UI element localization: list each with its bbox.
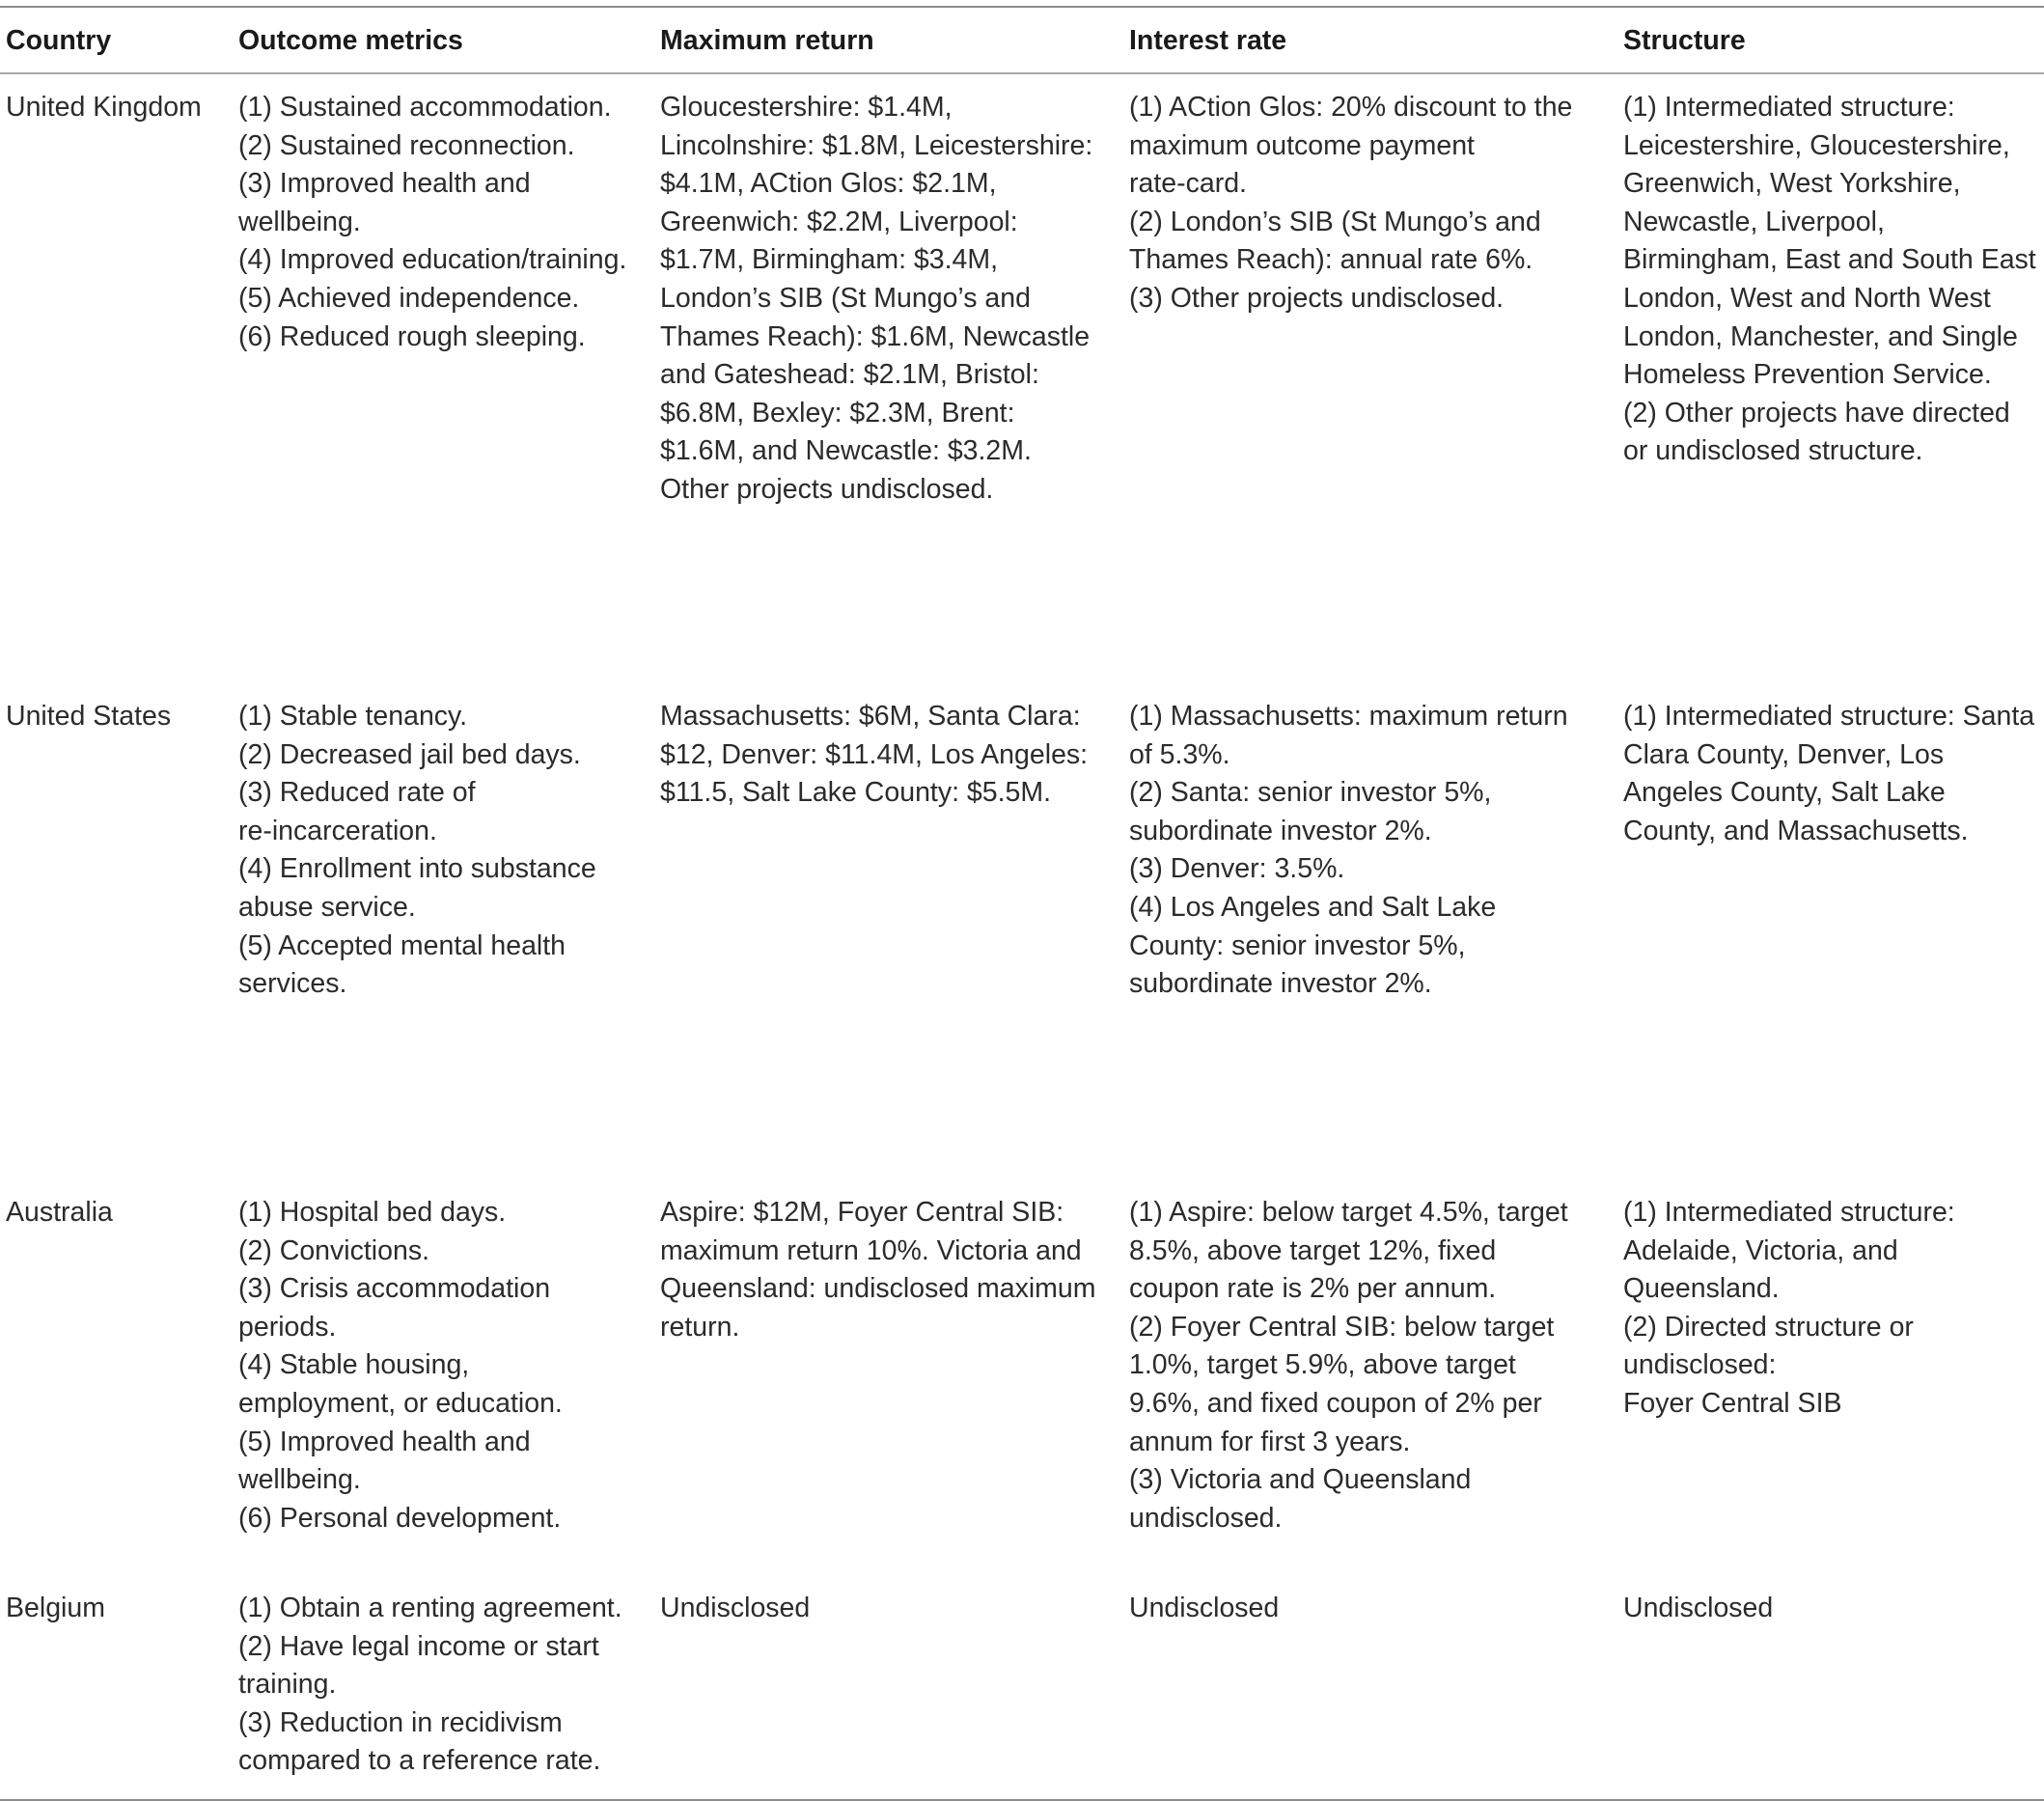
cell-outcome-metrics bbox=[238, 1590, 622, 1781]
cell-line: (5) Achieved independence. bbox=[238, 282, 580, 314]
cell-line: $12, Denver: $11.4M, Los Angeles: bbox=[660, 738, 1089, 770]
cell-line: United States bbox=[6, 701, 172, 732]
cell-interest-rate bbox=[1129, 89, 1572, 319]
cell-line: wellbeing. bbox=[238, 206, 361, 237]
cell-line: (1) Sustained accommodation. bbox=[238, 92, 612, 123]
cell-line: 1.0%, target 5.9%, above target bbox=[1129, 1349, 1516, 1381]
cell-line: (2) Foyer Central SIB: below target bbox=[1129, 1311, 1555, 1343]
cell-line: Thames Reach): annual rate 6%. bbox=[1129, 244, 1533, 276]
cell-line: wellbeing. bbox=[238, 1464, 361, 1496]
cell-line: (5) Accepted mental health bbox=[238, 929, 566, 961]
cell-line: Undisclosed bbox=[1129, 1593, 1280, 1623]
cell-line: Greenwich, West Yorkshire, bbox=[1623, 168, 1961, 200]
cell-line: (4) Improved education/training. bbox=[238, 244, 627, 276]
cell-line: (2) Santa: senior investor 5%, bbox=[1129, 777, 1492, 809]
header-interest-rate: Interest rate bbox=[1129, 25, 1287, 56]
cell-line: re-incarceration. bbox=[238, 815, 437, 846]
cell-line: (5) Improved health and bbox=[238, 1426, 531, 1457]
cell-interest-rate bbox=[1129, 1194, 1568, 1538]
cell-line: (3) Denver: 3.5%. bbox=[1129, 853, 1345, 885]
cell-line: maximum return 10%. Victoria and bbox=[660, 1234, 1082, 1266]
cell-line: (3) Improved health and bbox=[238, 168, 531, 200]
cell-structure bbox=[1623, 89, 2036, 471]
cell-line: London’s SIB (St Mungo’s and bbox=[660, 282, 1031, 314]
cell-line: Foyer Central SIB bbox=[1623, 1387, 1842, 1419]
cell-line: of 5.3%. bbox=[1129, 738, 1230, 770]
cell-line: Massachusetts: $6M, Santa Clara: bbox=[660, 701, 1081, 732]
cell-line: coupon rate is 2% per annum. bbox=[1129, 1273, 1497, 1305]
cell-line: 9.6%, and fixed coupon of 2% per bbox=[1129, 1387, 1542, 1419]
cell-line: Aspire: $12M, Foyer Central SIB: bbox=[660, 1197, 1064, 1228]
data-table bbox=[0, 6, 2044, 1800]
cell-line: (2) Sustained reconnection. bbox=[238, 129, 575, 161]
cell-line: Queensland: undisclosed maximum bbox=[660, 1273, 1096, 1305]
cell-line: Other projects undisclosed. bbox=[660, 473, 994, 505]
cell-maximum-return bbox=[660, 89, 1092, 510]
cell-line: $1.6M, and Newcastle: $3.2M. bbox=[660, 435, 1032, 467]
cell-line: training. bbox=[238, 1669, 337, 1701]
cell-line: Adelaide, Victoria, and bbox=[1623, 1234, 1898, 1266]
cell-line: (6) Reduced rough sleeping. bbox=[238, 320, 586, 352]
cell-line: (1) Intermediated structure: bbox=[1623, 92, 1955, 123]
cell-country bbox=[6, 89, 202, 127]
header-maximum-return: Maximum return bbox=[660, 25, 874, 56]
cell-line: (1) Hospital bed days. bbox=[238, 1197, 507, 1228]
cell-line: $11.5, Salt Lake County: $5.5M. bbox=[660, 777, 1052, 809]
cell-line: (3) Reduced rate of bbox=[238, 777, 476, 809]
header-rule bbox=[0, 72, 2044, 74]
cell-line: (4) Enrollment into substance bbox=[238, 853, 596, 885]
cell-line: (1) Intermediated structure: Santa bbox=[1623, 701, 2035, 732]
cell-structure bbox=[1623, 1194, 1955, 1424]
cell-line: (3) Reduction in recidivism bbox=[238, 1706, 563, 1738]
cell-line: maximum outcome payment bbox=[1129, 129, 1475, 161]
cell-line: $1.7M, Birmingham: $3.4M, bbox=[660, 244, 999, 276]
cell-structure bbox=[1623, 698, 2034, 850]
cell-line: undisclosed: bbox=[1623, 1349, 1777, 1381]
cell-line: rate-card. bbox=[1129, 168, 1247, 200]
cell-line: (2) Directed structure or bbox=[1623, 1311, 1914, 1343]
cell-interest-rate bbox=[1129, 1590, 1279, 1628]
cell-line: undisclosed. bbox=[1129, 1502, 1283, 1534]
cell-line: $6.8M, Bexley: $2.3M, Brent: bbox=[660, 397, 1015, 429]
cell-line: periods. bbox=[238, 1311, 337, 1343]
cell-structure bbox=[1623, 1590, 1773, 1628]
cell-line: Undisclosed bbox=[660, 1593, 811, 1623]
cell-outcome-metrics bbox=[238, 89, 626, 356]
cell-line: Thames Reach): $1.6M, Newcastle bbox=[660, 320, 1091, 352]
cell-line: United Kingdom bbox=[6, 92, 202, 123]
cell-line: (3) Crisis accommodation bbox=[238, 1273, 551, 1305]
cell-line: (2) London’s SIB (St Mungo’s and bbox=[1129, 206, 1541, 237]
cell-line: (2) Convictions. bbox=[238, 1234, 429, 1266]
cell-line: $4.1M, ACtion Glos: $2.1M, bbox=[660, 168, 997, 200]
cell-line: (1) Obtain a renting agreement. bbox=[238, 1593, 622, 1623]
cell-line: Greenwich: $2.2M, Liverpool: bbox=[660, 206, 1018, 237]
cell-line: subordinate investor 2%. bbox=[1129, 815, 1432, 846]
cell-line: (1) Intermediated structure: bbox=[1623, 1197, 1955, 1228]
cell-interest-rate bbox=[1129, 698, 1568, 1004]
header-country: Country bbox=[6, 25, 112, 56]
cell-line: Leicestershire, Gloucestershire, bbox=[1623, 129, 2010, 161]
cell-line: abuse service. bbox=[238, 891, 416, 923]
cell-outcome-metrics bbox=[238, 1194, 563, 1538]
cell-line: compared to a reference rate. bbox=[238, 1745, 601, 1777]
cell-country bbox=[6, 698, 171, 736]
cell-line: services. bbox=[238, 968, 347, 1000]
cell-line: Undisclosed bbox=[1623, 1593, 1774, 1623]
cell-line: County, and Massachusetts. bbox=[1623, 815, 1969, 846]
cell-line: London, West and North West bbox=[1623, 282, 1991, 314]
cell-line: (1) Massachusetts: maximum return bbox=[1129, 701, 1568, 732]
cell-line: 8.5%, above target 12%, fixed bbox=[1129, 1234, 1497, 1266]
cell-line: (2) Have legal income or start bbox=[238, 1630, 599, 1662]
cell-line: County: senior investor 5%, bbox=[1129, 929, 1466, 961]
header-outcome-metrics: Outcome metrics bbox=[238, 25, 463, 56]
cell-line: Lincolnshire: $1.8M, Leicestershire: bbox=[660, 129, 1093, 161]
cell-line: employment, or education. bbox=[238, 1387, 563, 1419]
cell-line: (1) Aspire: below target 4.5%, target bbox=[1129, 1197, 1568, 1228]
cell-line: Homeless Prevention Service. bbox=[1623, 359, 1992, 391]
cell-line: (4) Stable housing, bbox=[238, 1349, 470, 1381]
cell-line: (4) Los Angeles and Salt Lake bbox=[1129, 891, 1497, 923]
cell-country bbox=[6, 1194, 113, 1233]
cell-line: subordinate investor 2%. bbox=[1129, 968, 1432, 1000]
cell-line: (2) Decreased jail bed days. bbox=[238, 738, 581, 770]
cell-maximum-return bbox=[660, 1194, 1095, 1346]
cell-line: (3) Victoria and Queensland bbox=[1129, 1464, 1472, 1496]
cell-line: Gloucestershire: $1.4M, bbox=[660, 92, 953, 123]
cell-line: Queensland. bbox=[1623, 1273, 1780, 1305]
cell-line: (3) Other projects undisclosed. bbox=[1129, 282, 1505, 314]
cell-country bbox=[6, 1590, 105, 1628]
cell-line: (1) Stable tenancy. bbox=[238, 701, 468, 732]
cell-line: Australia bbox=[6, 1197, 113, 1228]
cell-line: return. bbox=[660, 1311, 740, 1343]
cell-line: (1) ACtion Glos: 20% discount to the bbox=[1129, 92, 1573, 123]
cell-maximum-return bbox=[660, 1590, 810, 1628]
table-top-rule bbox=[0, 6, 2044, 8]
cell-line: Belgium bbox=[6, 1593, 105, 1623]
cell-line: Angeles County, Salt Lake bbox=[1623, 777, 1946, 809]
cell-line: (2) Other projects have directed bbox=[1623, 397, 2010, 429]
cell-line: (6) Personal development. bbox=[238, 1502, 562, 1534]
cell-line: and Gateshead: $2.1M, Bristol: bbox=[660, 359, 1039, 391]
cell-line: Birmingham, East and South East bbox=[1623, 244, 2036, 276]
cell-line: Newcastle, Liverpool, bbox=[1623, 206, 1885, 237]
cell-line: Clara County, Denver, Los bbox=[1623, 738, 1945, 770]
cell-line: annum for first 3 years. bbox=[1129, 1426, 1411, 1457]
cell-outcome-metrics bbox=[238, 698, 596, 1004]
cell-maximum-return bbox=[660, 698, 1088, 813]
header-structure: Structure bbox=[1623, 25, 1746, 56]
cell-line: London, Manchester, and Single bbox=[1623, 320, 2018, 352]
cell-line: or undisclosed structure. bbox=[1623, 435, 1923, 467]
